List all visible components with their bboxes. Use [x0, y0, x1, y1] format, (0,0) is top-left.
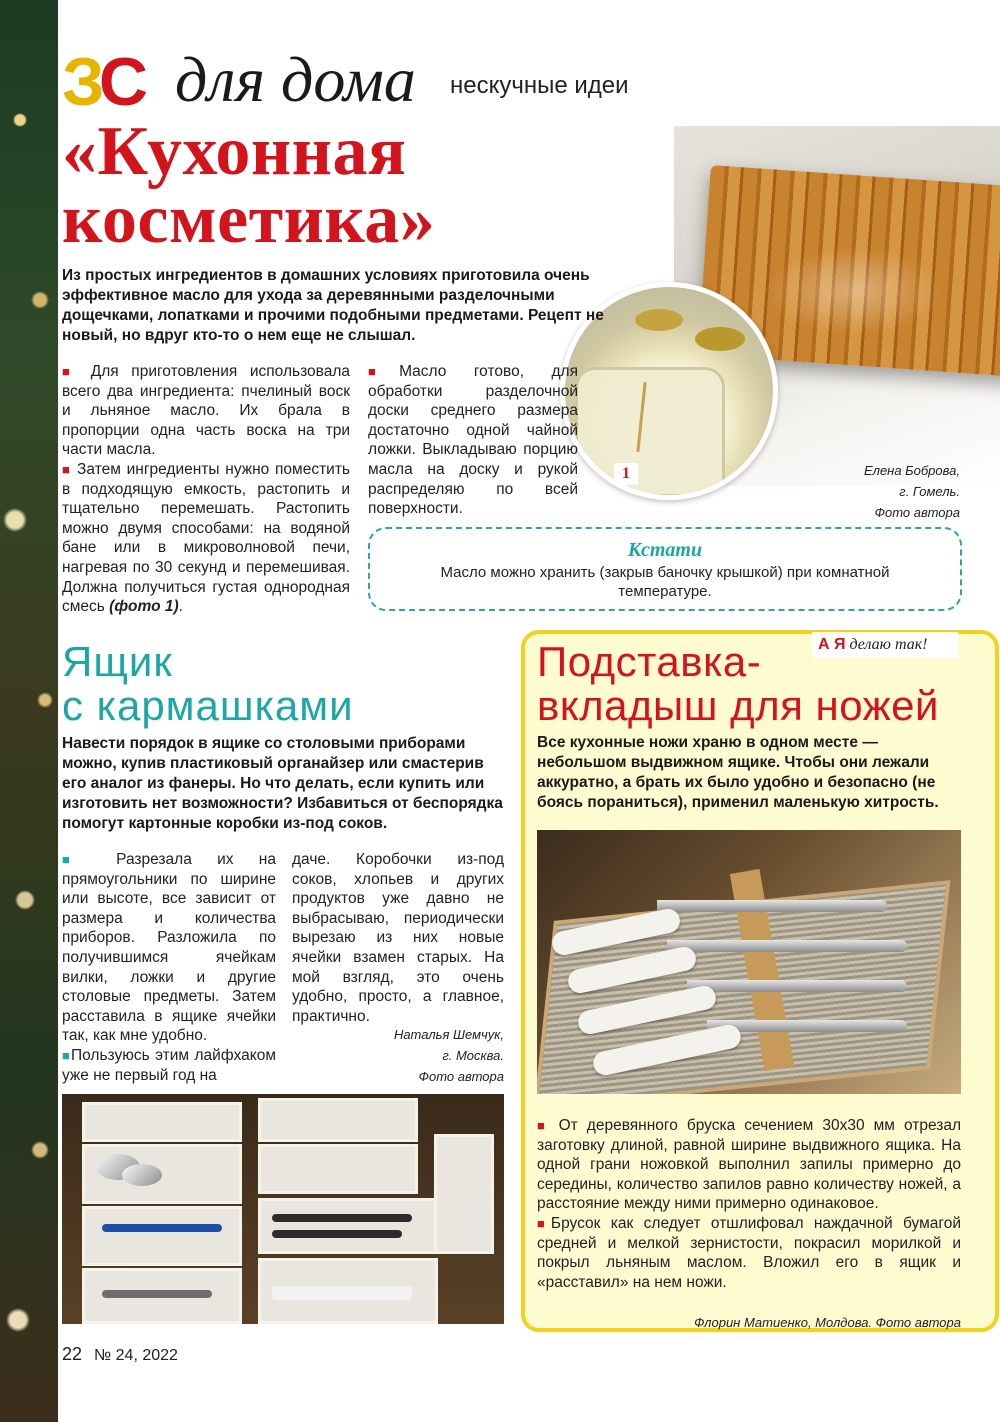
article-title: [62, 113, 436, 258]
knife-blade: [657, 900, 887, 912]
paragraph: ■Пользуюсь этим лайфхаком уже не первый год на: [62, 1046, 276, 1084]
article2-lead: Навести порядок в ящике со столовыми приборами можно, купив пластиковый органайзер или смастерив его аналог из фанеры. Но что делать, если купить или изготовить нет возможности? Избавиться от беспорядка помогут картонные коробки из-под соков.: [62, 735, 503, 832]
article2-credit: Наталья Шемчук, г. Москва. Фото автора: [393, 1027, 504, 1084]
issue-number: № 24, 2022: [94, 1347, 178, 1364]
knife-holder-photo: [537, 830, 961, 1094]
title-line: «Кухонная: [62, 113, 407, 190]
drawer-cell: [258, 1098, 418, 1142]
article1-column-1: [62, 362, 350, 617]
page-number: 22: [62, 1344, 83, 1364]
jar: [575, 367, 725, 497]
rubric-subtitle: нескучные идеи: [450, 72, 629, 99]
utensil: [272, 1286, 412, 1300]
drawer-cell: [82, 1206, 242, 1266]
knife-blade: [667, 940, 907, 952]
bullet-square-icon: ■: [62, 852, 91, 867]
article2-title: Ящик с кармашками: [62, 638, 354, 729]
article1-column-2: [368, 362, 578, 519]
rubric-title: для дома: [175, 44, 416, 115]
kstati-title: Кстати: [627, 539, 703, 561]
board-shine: [764, 246, 944, 336]
article3-title: Подставка- вкладыш для ножей: [537, 638, 940, 729]
article3-body: [537, 1116, 961, 1292]
article2-column-1: [62, 850, 276, 1085]
bullet-square-icon: ■: [62, 364, 79, 379]
article3-lead: Все кухонные ножи храню в одном месте — небольшом выдвижном ящике. Чтобы они лежали аккуратно, а брать их было удобно и безопасно (не боясь пораниться), применил маленькую хитрость.: [537, 734, 939, 811]
decorative-bokeh-strip: [0, 0, 58, 1422]
paragraph: ■Брусок как следует отшлифовал наждачной бумагой средней и мелкой зернистости, покрасил морилкой и покрыл льняным маслом. Вложил его в ящик и «расставил» на нем ножи.: [537, 1214, 961, 1291]
article-lead: Из простых ингредиентов в домашних условиях приготовила очень эффективное масло для ухода за деревянными разделочными дощечками, лопатками и прочими подобными предметами. Рецепт не новый, но вдруг кто-то о нем еще не слышал.: [62, 267, 604, 344]
paragraph: даче. Коробочки из-под соков, хлопьев и других продуктов уже давно не выбрасываю, периодически вырезаю из них новые ячейки взамен старых. На мой взгляд, это очень удобно, просто, а главное, практично.: [292, 851, 504, 1025]
paragraph: ■ Затем ингредиенты нужно поместить в подходящую емкость, растопить и тщательно перемешать. Растопить можно двумя способами: на водяной бане или в микроволновой печи, нагревая по 30 секунд и перемешивая. Должна получиться густая однородная смесь (фото 1).: [62, 460, 351, 616]
article1-credit: Елена Боброва, г. Гомель. Фото автора: [863, 463, 960, 520]
kstati-text: Масло можно хранить (закрыв баночку крышкой) при комнатной температуре.: [440, 564, 890, 600]
jar-lid: [635, 309, 683, 331]
cutlery-drawer-photo: [62, 1094, 504, 1324]
photo-number-badge: 1: [614, 463, 638, 485]
page-footer: [62, 1344, 178, 1365]
spoon: [122, 1164, 162, 1186]
ay-badge: А Я делаю так!: [812, 632, 958, 658]
utensil: [272, 1230, 402, 1238]
article3-credit: Флорин Матиенко, Молдова. Фото автора: [694, 1315, 961, 1330]
utensil: [272, 1214, 412, 1222]
bullet-square-icon: ■: [537, 1215, 551, 1231]
bullet-square-icon: ■: [537, 1118, 550, 1133]
paragraph: ■ Разрезала их на прямоугольники по ширине или высоте, все зависит от размера и количества приборов. Разложила по получившимся ячейкам вилки, ложки и другие столовые предметы. Затем расставила в ящике ячейки так, как мне удобно.: [62, 851, 276, 1045]
paragraph: ■ Для приготовления использовала всего два ингредиента: пчелиный воск и льняное масло. Их брала в пропорции одна часть воска на три части масла.: [62, 363, 350, 459]
drawer-cell: [82, 1102, 242, 1142]
bullet-square-icon: ■: [62, 461, 72, 477]
logo-letters: ЗС: [62, 44, 145, 120]
paragraph: ■Масло готово, для обработки разделочной доски среднего размера достаточно одной чайной ложки. Выкладываю порцию масла на доску и рукой распределяю по всей поверхности.: [368, 363, 578, 518]
kstati-box: [368, 527, 962, 611]
bullet-square-icon: ■: [62, 1047, 71, 1063]
title-line: косметика»: [62, 181, 436, 258]
rubric-logo: [62, 40, 162, 120]
drawer-cell: [434, 1134, 494, 1254]
drawer-cell: [258, 1144, 418, 1194]
paragraph: ■ От деревянного бруска сечением 30х30 мм отрезал заготовку длиной, равной ширине выдвижного ящика. На одной грани ножовкой выполнил запилы примерно до середины, количество запилов равно количеству ножей, а расстояние между ними примерно одинаковое.: [537, 1117, 961, 1213]
jar-lid: [695, 327, 745, 351]
knife-blade: [687, 980, 907, 992]
drawer-cell: [258, 1198, 438, 1254]
bullet-square-icon: ■: [368, 364, 400, 379]
utensil: [102, 1290, 212, 1298]
article2-column-2: [292, 850, 504, 1026]
utensil: [102, 1224, 222, 1232]
